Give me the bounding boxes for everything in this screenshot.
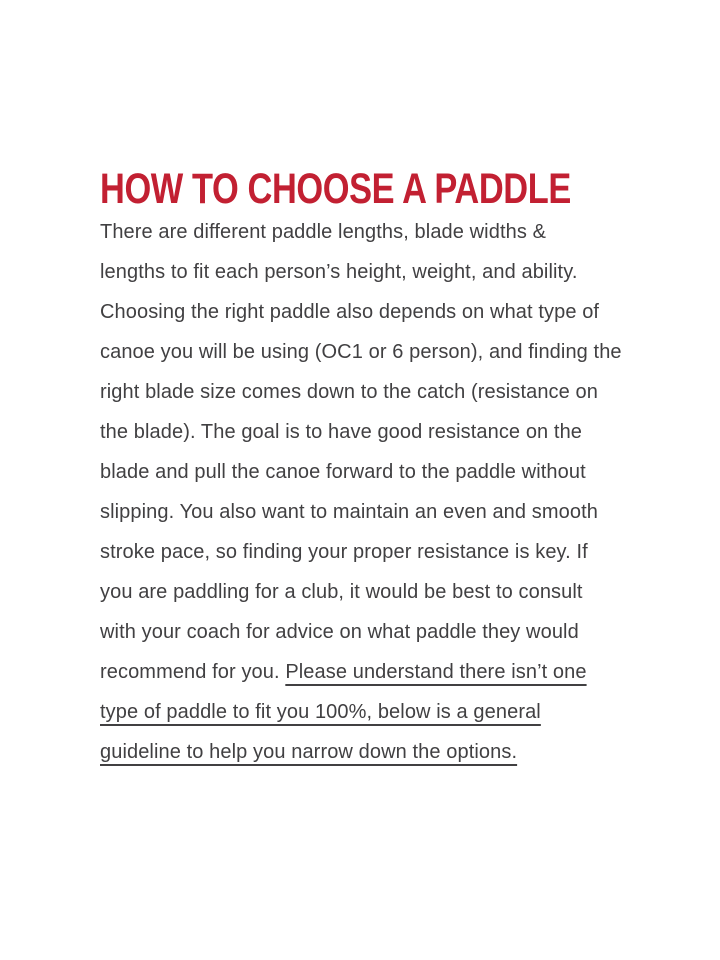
paragraph-line <box>100 292 660 332</box>
paragraph-line-underlined-text: guideline to help you narrow down the options. <box>100 741 518 763</box>
paragraph-line <box>100 692 660 732</box>
paragraph-line-text: blade and pull the canoe forward to the paddle without <box>100 461 586 483</box>
paragraph-line-text: stroke pace, so finding your proper resistance is key. If <box>100 541 588 563</box>
paragraph-line <box>100 412 660 452</box>
paragraph-line-text: with your coach for advice on what paddle they would <box>100 621 579 643</box>
paragraph-line <box>100 452 660 492</box>
paragraph-line <box>100 332 660 372</box>
paragraph-line-text: right blade size comes down to the catch (resistance on <box>100 381 598 403</box>
paragraph-line-underlined-text: Please understand there isn’t one <box>285 661 587 683</box>
paragraph-line <box>100 212 660 252</box>
paragraph-line-text: Choosing the right paddle also depends on what type of <box>100 301 600 323</box>
paragraph-line <box>100 532 660 572</box>
paragraph-line-text: canoe you will be using (OC1 or 6 person), and finding the <box>100 341 622 363</box>
paragraph-line <box>100 572 660 612</box>
paragraph-line-text: you are paddling for a club, it would be best to consult <box>100 581 583 603</box>
paragraph-line <box>100 372 660 412</box>
page-title: HOW TO CHOOSE A PADDLE <box>100 165 571 213</box>
paragraph-line <box>100 492 660 532</box>
paragraph-line <box>100 652 660 692</box>
paragraph-line-text: lengths to fit each person’s height, weight, and ability. <box>100 261 578 283</box>
paragraph-line <box>100 612 660 652</box>
paragraph-line <box>100 252 660 292</box>
paragraph-line-text: There are different paddle lengths, blade widths & <box>100 221 547 243</box>
paragraph-line-text: slipping. You also want to maintain an even and smooth <box>100 501 598 523</box>
paragraph <box>100 212 660 772</box>
paragraph-line-underlined-text: type of paddle to fit you 100%, below is a general <box>100 701 541 723</box>
paragraph-line-text: the blade). The goal is to have good resistance on the <box>100 421 583 443</box>
paragraph-line-text: recommend for you. <box>100 661 286 683</box>
paragraph-line <box>100 732 660 772</box>
